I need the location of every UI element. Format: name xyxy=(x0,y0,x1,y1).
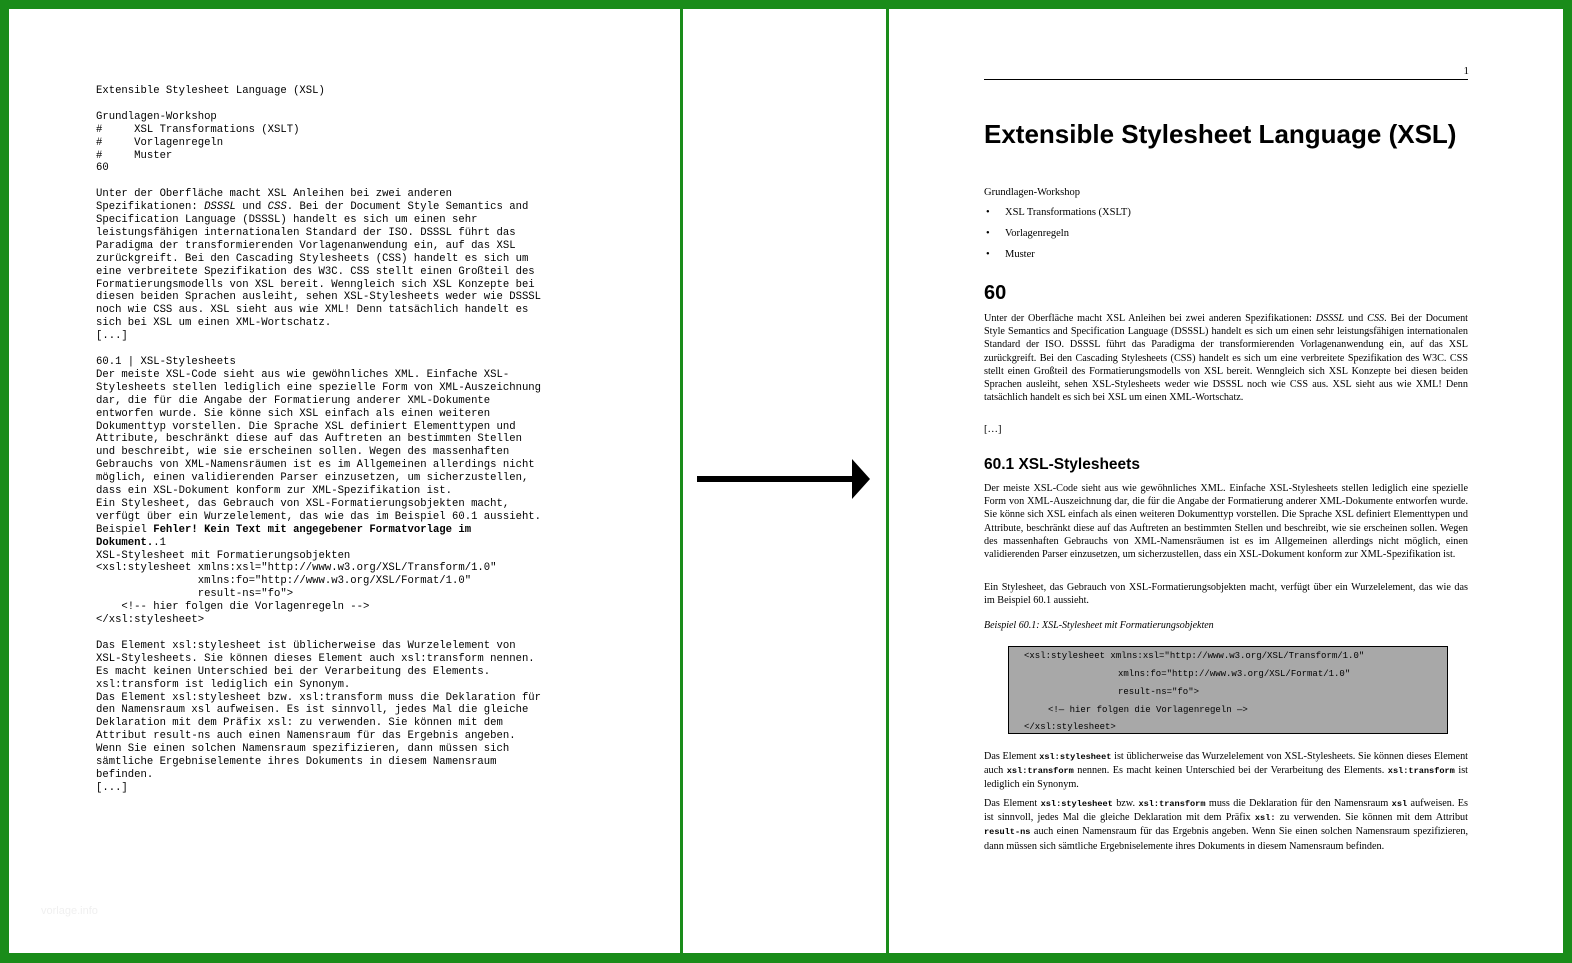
raw-line: Dokumenttyp vorstellen. Die Sprache XSL definiert Elementtypen und xyxy=(96,420,516,433)
italic-text: DSSSL xyxy=(1315,313,1345,324)
raw-line: </xsl:stylesheet> xyxy=(96,614,205,627)
section-heading: 60.1 XSL-Stylesheets xyxy=(984,456,1140,473)
raw-text-block xyxy=(96,85,656,795)
chapter-heading: 60 xyxy=(984,282,1007,304)
raw-line: [...] xyxy=(96,330,128,343)
raw-line: Attribut result-ns auch einen Namensraum für das Ergebnis angeben. xyxy=(96,730,516,743)
arrow-shaft xyxy=(697,476,857,482)
raw-line: Gebrauchs von XML-Namensräumen ist es im Allgemeinen allerdings nicht xyxy=(96,459,535,472)
text: Das Element xyxy=(984,751,1040,762)
raw-line: XSL-Stylesheet mit Formatierungsobjekten xyxy=(96,549,351,562)
raw-line: # Muster xyxy=(96,149,173,162)
header-rule xyxy=(984,79,1468,80)
formatted-page xyxy=(889,9,1563,953)
raw-bold: Dokument. xyxy=(96,536,154,549)
inline-code: xsl xyxy=(1391,799,1408,809)
raw-text: Beispiel xyxy=(96,523,154,536)
raw-line: diesen beiden Sprachen ausleiht, sehen XSL-Stylesheets weder wie DSSSL xyxy=(96,291,542,304)
text: auch einen Namensraum für das Ergebnis angeben. Wenn Sie einen solchen Namensraum spezifizieren, dann müssen sich sämtliche Ergebniselemente ihres Dokuments in diesem Namensraum befinden. xyxy=(984,826,1468,852)
raw-line: und beschreibt, wie sie erscheinen sollen. Wegen des massenhaften xyxy=(96,446,510,459)
text: ist üblicherweise das Wurzelelement von XSL-Stylesheets. Sie können dieses Element auch xyxy=(984,751,1468,777)
document-title: Extensible Stylesheet Language (XSL) xyxy=(984,119,1457,149)
inline-code: xsl:transform xyxy=(1006,766,1074,777)
raw-line: Es macht keinen Unterschied bei der Verarbeitung des Elements. xyxy=(96,665,491,678)
raw-line xyxy=(96,627,656,640)
body-paragraph xyxy=(984,797,1468,853)
inline-code: xsl: xyxy=(1254,813,1276,824)
text: muss die Deklaration für den Namensraum xyxy=(1205,798,1392,809)
raw-line: Wenn Sie einen solchen Namensraum spezifizieren, dann müssen sich xyxy=(96,743,510,756)
inline-code: xsl:transform xyxy=(1138,799,1206,809)
raw-italic: CSS xyxy=(267,201,287,214)
code-line: result-ns="fo"> xyxy=(1118,687,1200,697)
section-paragraph: Ein Stylesheet, das Gebrauch von XSL-Formatierungsobjekten macht, verfügt über ein Wurzelelement, das wie das im Beispiel 60.1 aussieht. xyxy=(984,582,1468,607)
raw-line: xsl:transform ist lediglich ein Synonym. xyxy=(96,678,351,691)
raw-line: sämtliche Ergebniselemente ihres Dokuments in diesem Namensraum xyxy=(96,756,497,769)
raw-line-mixed xyxy=(96,524,656,537)
raw-line: zurückgreift. Bei den Cascading Stylesheets (CSS) handelt es sich um xyxy=(96,252,529,265)
raw-line: XSL-Stylesheets. Sie können dieses Element auch xsl:transform nennen. xyxy=(96,652,535,665)
raw-line: Attribute, beschränkt diese auf das Auftreten an bestimmten Stellen xyxy=(96,433,522,446)
italic-text: CSS xyxy=(1367,313,1385,324)
raw-line: Paradigma der transformierenden Vorlagenanwendung ein, auf das XSL xyxy=(96,239,516,252)
code-line: <!— hier folgen die Vorlagenregeln —> xyxy=(1048,705,1248,715)
raw-line: Specification Language (DSSSL) handelt es sich um einen sehr xyxy=(96,214,478,227)
list-item: • Muster xyxy=(984,248,1468,269)
raw-line: Stylesheets stellen lediglich eine spezielle Form von XML-Auszeichnung xyxy=(96,381,542,394)
raw-line: 60.1 | XSL-Stylesheets xyxy=(96,355,236,368)
raw-line: sich bei XSL um einen XML-Wortschatz. xyxy=(96,317,332,330)
intro-paragraph xyxy=(984,312,1468,404)
code-line: xmlns:fo="http://www.w3.org/XSL/Format/1.0" xyxy=(1118,669,1351,679)
code-line: <xsl:stylesheet xmlns:xsl="http://www.w3.org/XSL/Transform/1.0" xyxy=(1024,651,1365,661)
raw-line xyxy=(96,175,656,188)
raw-line: Der meiste XSL-Code sieht aus wie gewöhnliches XML. Einfache XSL- xyxy=(96,368,510,381)
raw-line: 60 xyxy=(96,162,109,175)
raw-line: Extensible Stylesheet Language (XSL) xyxy=(96,85,325,97)
ellipsis: […] xyxy=(984,424,1002,435)
raw-line: leistungsfähigen internationalen Standard der ISO. DSSSL führt das xyxy=(96,226,516,239)
raw-line: <xsl:stylesheet xmlns:xsl="http://www.w3.org/XSL/Transform/1.0" xyxy=(96,562,497,575)
list-item: • XSL Transformations (XSLT) xyxy=(984,206,1468,227)
text: . Bei der Document Style Semantics and Specification Language (DSSSL) handelt es sich um einen sehr leistungsfähigen internationalen Standard der ISO. DSSSL führt das Paradigma der transformierenden Vorlagenanwendung ein, auf das XSL zurückgreift. Bei den Cascading Stylesheets (CSS) handelt es sich um eine verbreitete Spezifikation des W3C. CSS stellt einen Großteil des Formatierungsmodells von XSL bereit. Wenngleich sich XSL Konzepte bei diesen beiden Sprachen ausleiht, sehen XSL-Stylesheets weder wie DSSSL noch wie CSS aus. XSL sieht aus wie XML! Denn tatsächlich handelt es sich bei XSL um einen XML-Wortschatz. xyxy=(984,313,1469,404)
text: und xyxy=(1344,313,1368,324)
raw-text: Spezifikationen: xyxy=(96,201,205,214)
section-paragraph: Der meiste XSL-Code sieht aus wie gewöhnliches XML. Einfache XSL-Stylesheets stellen lediglich eine spezielle Form von XML-Auszeichnung dar, die für die Angabe der Formatierung anderer XML-Dokumente entworfen wurde. Sie könne sich XSL einfach als einen weiteren Dokumenttyp vorstellen. Die Sprache XSL definiert Elementtypen und Attribute, beschränkt diese auf das Auftreten an bestimmten Stellen und beschreibt, wie sie erscheinen sollen. Wegen des massenhaften Gebrauchs von XML-Namensräumen ist es im Allgemeinen allerdings nicht möglich, einen validierenden Parser einzusetzen, um sicherzustellen, dass ein XSL-Dokument konform zur XML-Spezifikation ist. xyxy=(984,483,1468,561)
raw-line: Formatierungsmodells von XSL bereit. Wenngleich sich XSL Konzepte bei xyxy=(96,278,535,291)
raw-line: den Namensraum xsl aufweisen. Es ist sinnvoll, jedes Mal die gleiche xyxy=(96,704,529,717)
arrow-right-icon xyxy=(852,459,870,499)
raw-line: # XSL Transformations (XSLT) xyxy=(96,123,300,136)
inline-code: xsl:stylesheet xyxy=(1039,752,1112,762)
text: Das Element xyxy=(984,798,1041,809)
raw-line: eine verbreitete Spezifikation des W3C. CSS stellt einen Großteil des xyxy=(96,265,535,278)
arrow-panel xyxy=(683,9,886,953)
raw-line: möglich, einen validierenden Parser einzusetzen, um sicherzustellen, xyxy=(96,472,529,485)
text: Unter der Oberfläche macht XSL Anleihen bei zwei anderen Spezifikationen: xyxy=(984,313,1316,324)
raw-bold: Fehler! Kein Text mit angegebener Formatvorlage im xyxy=(153,523,472,536)
raw-line: result-ns="fo"> xyxy=(96,588,294,601)
list-item: • Vorlagenregeln xyxy=(984,227,1468,248)
inline-code: xsl:stylesheet xyxy=(1040,799,1113,809)
raw-line: dar, die für die Angabe der Formatierung anderer XML-Dokumente xyxy=(96,394,491,407)
raw-line: Unter der Oberfläche macht XSL Anleihen bei zwei anderen xyxy=(96,188,453,201)
example-caption: Beispiel 60.1: XSL-Stylesheet mit Formatierungsobjekten xyxy=(984,620,1214,631)
text: ist lediglich ein Synonym. xyxy=(984,765,1468,791)
raw-line: verfügt über ein Wurzelelement, das wie das im Beispiel 60.1 aussieht. xyxy=(96,510,542,523)
raw-line: noch wie CSS aus. XSL sieht aus wie XML! Denn tatsächlich handelt es xyxy=(96,304,529,317)
raw-line: # Vorlagenregeln xyxy=(96,136,224,149)
raw-line: Grundlagen-Workshop xyxy=(96,110,217,123)
raw-line: [...] xyxy=(96,781,128,794)
raw-italic: DSSSL xyxy=(204,201,236,214)
raw-line: Ein Stylesheet, das Gebrauch von XSL-Formatierungsobjekten macht, xyxy=(96,497,510,510)
inline-code: xsl:transform xyxy=(1387,766,1455,777)
text: zu verwenden. Sie können mit dem Attribut xyxy=(1275,812,1468,824)
raw-line-mixed xyxy=(96,537,656,550)
code-example xyxy=(1008,646,1448,734)
raw-line-mixed xyxy=(96,201,656,214)
raw-line: Das Element xsl:stylesheet bzw. xsl:transform muss die Deklaration für xyxy=(96,691,542,704)
raw-text: und xyxy=(235,201,268,214)
raw-line: befinden. xyxy=(96,768,154,781)
subtitle: Grundlagen-Workshop xyxy=(984,187,1080,198)
body-paragraph xyxy=(984,750,1468,792)
page-number: 1 xyxy=(1463,65,1469,77)
raw-line xyxy=(96,98,656,111)
raw-text: .1 xyxy=(153,536,166,549)
code-line: </xsl:stylesheet> xyxy=(1024,722,1116,732)
raw-line: xmlns:fo="http://www.w3.org/XSL/Format/1.0" xyxy=(96,575,472,588)
raw-text-page xyxy=(9,9,680,953)
raw-line xyxy=(96,343,656,356)
raw-line: Deklaration mit dem Präfix xsl: zu verwenden. Sie können mit dem xyxy=(96,717,503,730)
text: aufweisen. Es ist sinnvoll, jedes Mal die gleiche Deklaration mit dem Präfix xyxy=(984,798,1468,824)
raw-text: . Bei der Document Style Semantics and xyxy=(286,201,529,214)
bullet-list xyxy=(984,206,1468,269)
text: bzw. xyxy=(1112,798,1139,809)
raw-line: entworfen wurde. Sie könne sich XSL einfach als einen weiteren xyxy=(96,407,491,420)
raw-line: <!-- hier folgen die Vorlagenregeln --> xyxy=(96,601,370,614)
watermark: vorlage.info xyxy=(41,905,98,917)
text: nennen. Es macht keinen Unterschied bei der Verarbeitung des Elements. xyxy=(1073,765,1388,777)
raw-line: dass ein XSL-Dokument konform zur XML-Spezifikation ist. xyxy=(96,485,453,498)
raw-line: Das Element xsl:stylesheet ist üblicherweise das Wurzelelement von xyxy=(96,639,516,652)
inline-code: result-ns xyxy=(984,827,1031,838)
